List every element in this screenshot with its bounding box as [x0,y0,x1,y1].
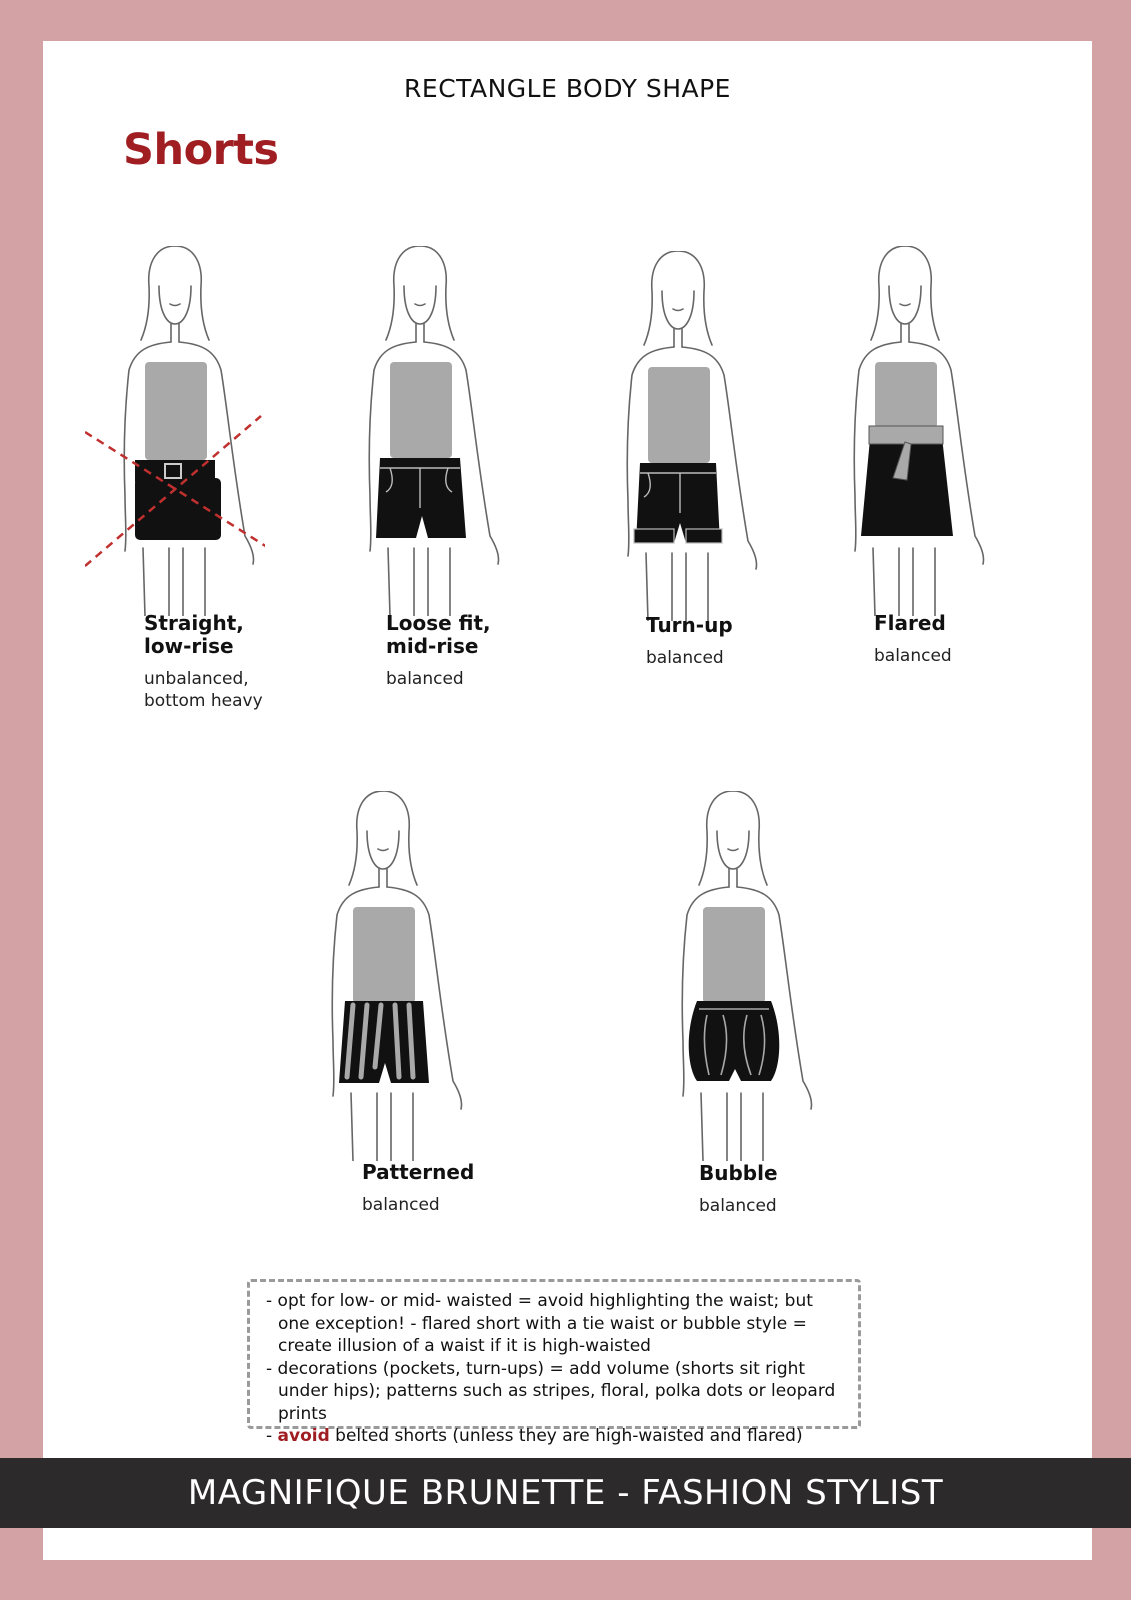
tip-item: - avoid belted shorts (unless they are high-waisted and flared) [266,1426,803,1446]
footer-banner: MAGNIFIQUE BRUNETTE - FASHION STYLIST [0,1458,1131,1528]
top-garment [390,362,452,458]
turn-up-cuff-right [686,529,722,543]
style-caption [646,614,733,669]
style-verdict: balanced [362,1195,440,1215]
figure-illustration [85,246,265,616]
figure-illustration [815,246,995,616]
figure-flared [815,246,995,616]
figure-bubble [643,791,823,1161]
style-name: Turn-up [646,613,733,637]
style-name: Patterned [362,1160,475,1184]
tie-waist [869,426,943,444]
style-name: Loose fit, mid-rise [386,611,491,658]
style-caption [362,1161,474,1216]
figure-straight-low-rise [85,246,265,616]
style-verdict: balanced [386,669,464,689]
top-garment [703,907,765,1003]
style-caption [386,612,491,690]
turn-up-cuff-left [634,529,674,543]
figure-illustration [588,251,768,621]
tip-highlight: avoid [277,1426,330,1446]
figure-turn-up [588,251,768,621]
style-verdict: balanced [874,646,952,666]
top-garment [875,362,937,428]
tip-item: - opt for low- or mid- waisted = avoid highlighting the waist; but one exception! - flared short with a tie waist or bubble style = create illusion of a waist if it is high-waisted [266,1291,813,1356]
style-caption [874,612,952,667]
section-title: Shorts [123,125,279,175]
style-name: Straight, low-rise [144,611,244,658]
style-caption [699,1162,778,1217]
style-verdict: balanced [699,1196,777,1216]
style-verdict: balanced [646,648,724,668]
figure-loose-fit-mid-rise [330,246,510,616]
style-name: Bubble [699,1161,778,1185]
shorts-garment [376,458,466,538]
page [43,41,1092,1560]
figure-illustration [293,791,473,1161]
figure-illustration [643,791,823,1161]
tips-box [247,1279,861,1446]
top-garment [648,367,710,463]
style-name: Flared [874,611,946,635]
tip-item: - decorations (pockets, turn-ups) = add volume (shorts sit right under hips); patterns such as stripes, floral, polka dots or leopard prints [266,1358,836,1424]
shorts-garment [689,1001,780,1081]
page-header-title: RECTANGLE BODY SHAPE [404,74,731,103]
top-garment [353,907,415,1003]
figure-illustration [330,246,510,616]
figure-patterned [293,791,473,1161]
style-verdict: unbalanced, bottom heavy [144,669,263,711]
style-caption [144,612,263,712]
top-garment [145,362,207,460]
